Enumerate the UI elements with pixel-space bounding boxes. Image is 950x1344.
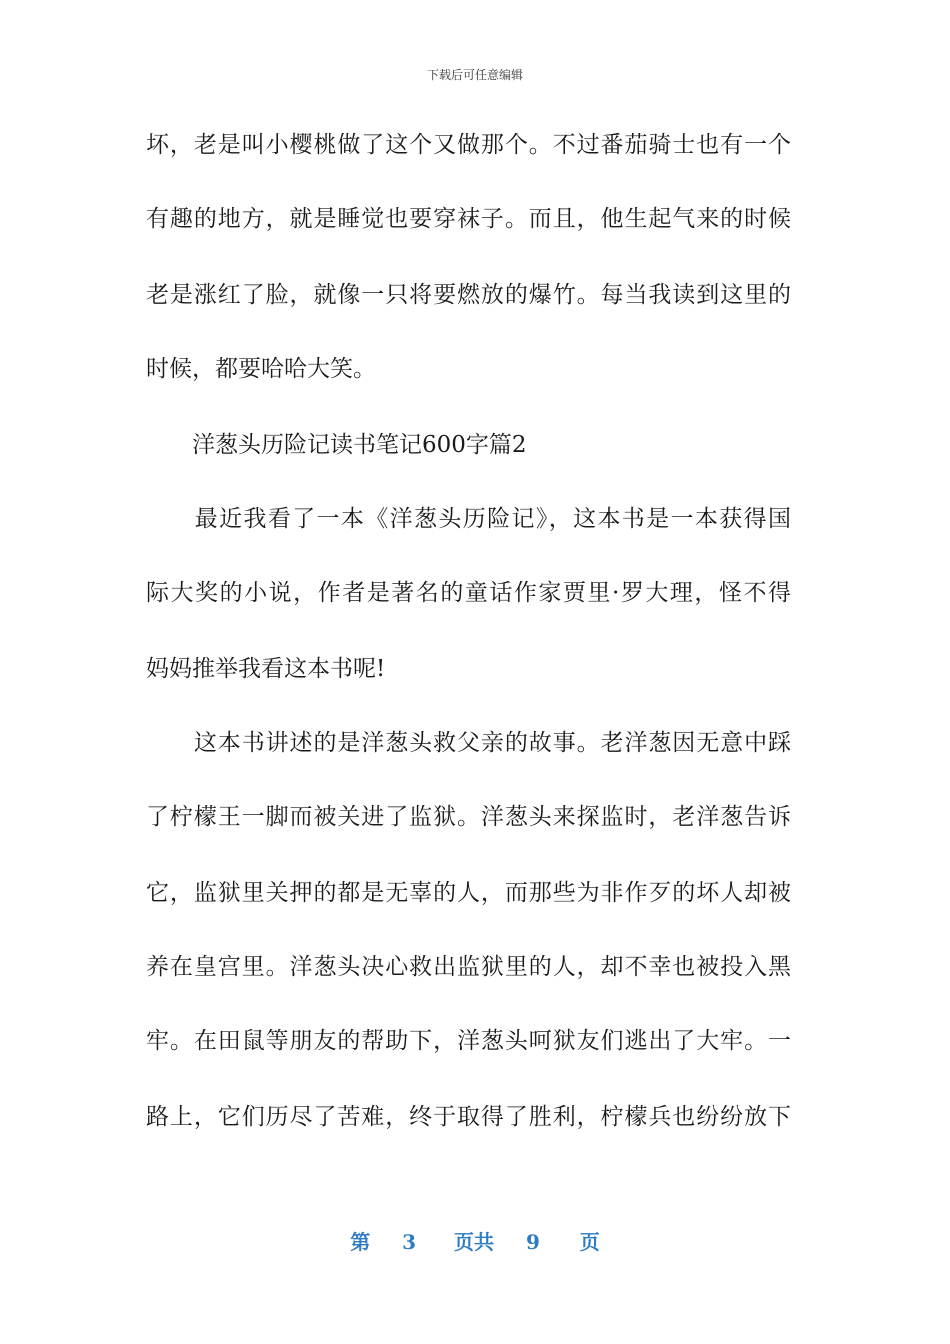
text-line: 路上，它们历尽了苦难，终于取得了胜利，柠檬兵也纷纷放下 bbox=[146, 1104, 791, 1130]
current-page-number: 3 bbox=[402, 1230, 417, 1254]
total-pages-number: 9 bbox=[525, 1230, 540, 1254]
text-line: 际大奖的小说，作者是著名的童话作家贾里·罗大理，怪不得 bbox=[146, 580, 791, 606]
text-line: 牢。在田鼠等朋友的帮助下，洋葱头呵狱友们逃出了大牢。一 bbox=[146, 1028, 791, 1054]
page-footer bbox=[0, 1226, 950, 1255]
text-line: 了柠檬王一脚而被关进了监狱。洋葱头来探监时，老洋葱告诉 bbox=[146, 804, 791, 830]
section-heading: 洋葱头历险记读书笔记600字篇2 bbox=[146, 432, 527, 458]
text-line: 有趣的地方，就是睡觉也要穿袜子。而且，他生起气来的时候 bbox=[146, 206, 791, 232]
footer-prefix: 第 bbox=[350, 1230, 371, 1254]
footer-suffix: 页 bbox=[579, 1230, 600, 1254]
footer-middle: 页共 bbox=[454, 1230, 494, 1254]
text-line: 老是涨红了脸，就像一只将要燃放的爆竹。每当我读到这里的 bbox=[146, 282, 791, 308]
text-line: 时候，都要哈哈大笑。 bbox=[146, 356, 376, 382]
text-line: 妈妈推举我看这本书呢! bbox=[146, 656, 386, 682]
page-header: 下载后可任意编辑 bbox=[426, 68, 523, 82]
text-line: 坏，老是叫小樱桃做了这个又做那个。不过番茄骑士也有一个 bbox=[146, 132, 791, 158]
text-line: 最近我看了一本《洋葱头历险记》，这本书是一本获得国 bbox=[146, 506, 791, 532]
text-line: 这本书讲述的是洋葱头救父亲的故事。老洋葱因无意中踩 bbox=[146, 730, 791, 756]
text-line: 养在皇宫里。洋葱头决心救出监狱里的人，却不幸也被投入黑 bbox=[146, 954, 791, 980]
text-line: 它，监狱里关押的都是无辜的人，而那些为非作歹的坏人却被 bbox=[146, 880, 791, 906]
